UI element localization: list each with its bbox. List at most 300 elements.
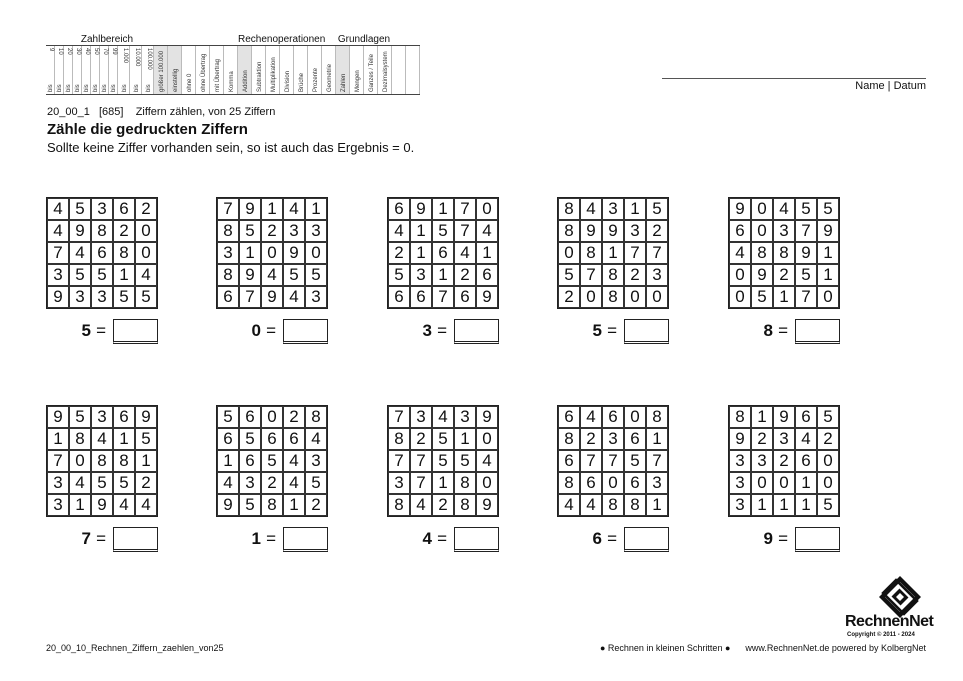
digit-cell: 6 [795, 406, 817, 428]
digit-cell: 0 [476, 472, 498, 494]
digit-cell: 1 [69, 494, 91, 516]
digit-cell: 8 [773, 242, 795, 264]
header-column [364, 46, 378, 94]
digit-cell: 9 [261, 286, 283, 308]
digit-cell: 2 [558, 286, 580, 308]
digit-grid [387, 405, 499, 517]
digit-cell: 4 [388, 220, 410, 242]
digit-cell: 7 [646, 242, 668, 264]
header-col-label: ohne Übertrag [200, 53, 207, 92]
equals-sign: = [437, 529, 447, 548]
digit-cell: 8 [91, 220, 113, 242]
digit-cell: 4 [729, 242, 751, 264]
name-date-label: Name | Datum [855, 80, 926, 92]
equals-sign: = [437, 321, 447, 340]
header-column [210, 46, 224, 94]
header-column [322, 46, 336, 94]
worksheet-number: [685] [99, 106, 124, 118]
answer-box[interactable] [795, 527, 840, 552]
digit-cell: 6 [388, 198, 410, 220]
answer-box[interactable] [624, 527, 669, 552]
digit-task [387, 197, 499, 340]
digit-cell: 5 [454, 450, 476, 472]
digit-cell: 1 [795, 494, 817, 516]
page-title: Zähle die gedruckten Ziffern [47, 121, 248, 138]
digit-cell: 3 [602, 198, 624, 220]
digit-cell: 9 [47, 406, 69, 428]
digit-cell: 3 [305, 450, 327, 472]
digit-cell: 3 [454, 406, 476, 428]
header-col-label: Prozente [312, 67, 319, 92]
digit-cell: 8 [558, 428, 580, 450]
target-digit: 4 [422, 529, 432, 548]
digit-cell: 7 [47, 242, 69, 264]
header-column [46, 46, 55, 94]
digit-cell: 4 [69, 242, 91, 264]
header-column [109, 46, 118, 94]
answer-row [387, 319, 499, 345]
answer-box[interactable] [624, 319, 669, 344]
digit-cell: 6 [113, 198, 135, 220]
header-group-title: Rechenoperationen [238, 34, 326, 45]
digit-cell: 5 [69, 264, 91, 286]
digit-cell: 1 [305, 198, 327, 220]
digit-cell: 4 [432, 406, 454, 428]
digit-cell: 0 [305, 242, 327, 264]
digit-cell: 6 [217, 428, 239, 450]
digit-cell: 9 [476, 286, 498, 308]
digit-cell: 2 [773, 450, 795, 472]
digit-cell: 6 [580, 472, 602, 494]
header-column [91, 46, 100, 94]
digit-grid [728, 197, 840, 309]
digit-task [387, 405, 499, 548]
digit-cell: 9 [410, 198, 432, 220]
digit-cell: 7 [388, 406, 410, 428]
target-digit: 8 [763, 321, 773, 340]
digit-cell: 3 [729, 494, 751, 516]
digit-cell: 9 [602, 220, 624, 242]
header-col-top: 70 [102, 48, 108, 55]
digit-cell: 2 [817, 428, 839, 450]
digit-cell: 3 [283, 220, 305, 242]
answer-box[interactable] [795, 319, 840, 344]
equals-sign: = [778, 529, 788, 548]
digit-cell: 1 [476, 242, 498, 264]
digit-cell: 8 [729, 406, 751, 428]
header-col-bot: bis [121, 84, 128, 92]
digit-cell: 3 [602, 428, 624, 450]
digit-cell: 5 [388, 264, 410, 286]
logo-text: RechnenNet [845, 613, 934, 630]
header-col-top: 30 [75, 48, 81, 55]
digit-cell: 4 [476, 450, 498, 472]
answer-row [46, 319, 158, 345]
answer-box[interactable] [283, 527, 328, 552]
digit-cell: 0 [751, 220, 773, 242]
digit-cell: 4 [773, 198, 795, 220]
digit-cell: 9 [135, 406, 157, 428]
digit-cell: 3 [773, 220, 795, 242]
digit-cell: 1 [217, 450, 239, 472]
header-column [238, 46, 252, 94]
digit-cell: 5 [69, 406, 91, 428]
header-column [130, 46, 142, 94]
digit-cell: 4 [580, 406, 602, 428]
digit-cell: 1 [261, 198, 283, 220]
digit-cell: 1 [454, 428, 476, 450]
digit-cell: 7 [410, 472, 432, 494]
digit-cell: 4 [283, 286, 305, 308]
digit-cell: 1 [432, 264, 454, 286]
digit-cell: 6 [91, 242, 113, 264]
digit-cell: 7 [239, 286, 261, 308]
digit-cell: 5 [69, 198, 91, 220]
digit-cell: 4 [283, 450, 305, 472]
digit-cell: 1 [432, 472, 454, 494]
digit-cell: 2 [135, 472, 157, 494]
digit-cell: 1 [773, 286, 795, 308]
digit-cell: 2 [751, 428, 773, 450]
digit-cell: 0 [773, 472, 795, 494]
target-digit: 3 [422, 321, 432, 340]
digit-cell: 1 [410, 220, 432, 242]
answer-row [46, 527, 158, 553]
digit-cell: 7 [624, 242, 646, 264]
digit-cell: 5 [795, 198, 817, 220]
digit-cell: 8 [91, 450, 113, 472]
digit-cell: 7 [217, 198, 239, 220]
digit-cell: 8 [113, 450, 135, 472]
answer-box[interactable] [113, 527, 158, 552]
header-col-label: größer 100.000 [158, 50, 165, 92]
digit-cell: 3 [388, 472, 410, 494]
digit-cell: 4 [47, 220, 69, 242]
digit-cell: 3 [91, 406, 113, 428]
digit-cell: 8 [454, 472, 476, 494]
digit-cell: 4 [217, 472, 239, 494]
answer-box[interactable] [454, 527, 499, 552]
header-column [73, 46, 82, 94]
digit-cell: 0 [729, 264, 751, 286]
digit-cell: 3 [624, 220, 646, 242]
target-digit: 6 [592, 529, 602, 548]
digit-cell: 5 [91, 472, 113, 494]
header-column [406, 46, 420, 94]
digit-cell: 0 [261, 242, 283, 264]
digit-cell: 2 [624, 264, 646, 286]
digit-cell: 0 [261, 406, 283, 428]
digit-cell: 9 [47, 286, 69, 308]
header-column [280, 46, 294, 94]
digit-task [46, 405, 158, 548]
digit-cell: 1 [751, 494, 773, 516]
digit-cell: 3 [47, 472, 69, 494]
digit-cell: 9 [476, 494, 498, 516]
header-col-bot: bis [75, 84, 81, 92]
target-digit: 1 [251, 529, 261, 548]
digit-task [216, 405, 328, 548]
digit-cell: 1 [432, 198, 454, 220]
digit-cell: 5 [624, 450, 646, 472]
digit-cell: 2 [261, 472, 283, 494]
instructions: Sollte keine Ziffer vorhanden sein, so ist auch das Ergebnis = 0. [47, 140, 415, 155]
digit-task [728, 197, 840, 340]
digit-cell: 1 [817, 264, 839, 286]
header-col-top: 10.000 [133, 48, 140, 67]
digit-cell: 7 [388, 450, 410, 472]
digit-cell: 7 [795, 220, 817, 242]
digit-cell: 8 [602, 264, 624, 286]
header-column [55, 46, 64, 94]
header-col-top: 100.000 [145, 48, 152, 70]
digit-cell: 8 [217, 264, 239, 286]
digit-cell: 4 [261, 264, 283, 286]
equals-sign: = [778, 321, 788, 340]
footer-credits: ● Rechnen in kleinen Schritten ● www.RechnenNet.de powered by KolbergNet [599, 643, 926, 653]
digit-cell: 2 [773, 264, 795, 286]
digit-cell: 8 [558, 472, 580, 494]
digit-cell: 5 [751, 286, 773, 308]
digit-cell: 7 [432, 286, 454, 308]
digit-cell: 6 [729, 220, 751, 242]
digit-cell: 8 [261, 494, 283, 516]
digit-cell: 9 [729, 428, 751, 450]
digit-cell: 5 [239, 428, 261, 450]
digit-cell: 5 [795, 264, 817, 286]
digit-cell: 3 [305, 220, 327, 242]
digit-grid [216, 197, 328, 309]
digit-cell: 8 [558, 198, 580, 220]
digit-cell: 0 [817, 472, 839, 494]
digit-cell: 5 [432, 450, 454, 472]
header-col-bot: bis [66, 84, 72, 92]
answer-box[interactable] [113, 319, 158, 344]
digit-cell: 1 [646, 494, 668, 516]
digit-cell: 0 [135, 220, 157, 242]
digit-cell: 6 [388, 286, 410, 308]
digit-cell: 3 [773, 428, 795, 450]
digit-cell: 9 [217, 494, 239, 516]
digit-cell: 5 [305, 264, 327, 286]
header-column [252, 46, 266, 94]
digit-cell: 2 [261, 220, 283, 242]
digit-cell: 6 [261, 428, 283, 450]
digit-cell: 6 [454, 286, 476, 308]
digit-cell: 9 [239, 264, 261, 286]
header-column [168, 46, 182, 94]
digit-cell: 6 [476, 264, 498, 286]
digit-cell: 9 [91, 494, 113, 516]
header-column [350, 46, 364, 94]
digit-cell: 2 [580, 428, 602, 450]
digit-cell: 1 [283, 494, 305, 516]
digit-cell: 4 [283, 198, 305, 220]
header-col-label: Division [284, 70, 291, 92]
digit-cell: 3 [646, 264, 668, 286]
digit-cell: 6 [558, 450, 580, 472]
header-col-label: Brüche [298, 72, 305, 92]
digit-cell: 9 [239, 198, 261, 220]
digit-cell: 4 [795, 428, 817, 450]
digit-cell: 6 [795, 450, 817, 472]
digit-cell: 7 [47, 450, 69, 472]
target-digit: 0 [251, 321, 261, 340]
digit-task [728, 405, 840, 548]
target-digit: 5 [592, 321, 602, 340]
digit-cell: 3 [69, 286, 91, 308]
digit-cell: 1 [239, 242, 261, 264]
target-digit: 9 [763, 529, 773, 548]
header-col-bot: bis [145, 84, 152, 92]
digit-cell: 8 [602, 494, 624, 516]
digit-cell: 2 [135, 198, 157, 220]
digit-grid [46, 405, 158, 517]
digit-cell: 5 [261, 450, 283, 472]
digit-cell: 8 [558, 220, 580, 242]
digit-cell: 5 [283, 264, 305, 286]
digit-cell: 1 [817, 242, 839, 264]
digit-cell: 3 [410, 406, 432, 428]
header-column [182, 46, 196, 94]
digit-cell: 3 [410, 264, 432, 286]
digit-cell: 5 [646, 198, 668, 220]
answer-row [216, 527, 328, 553]
digit-cell: 7 [410, 450, 432, 472]
digit-cell: 3 [305, 286, 327, 308]
digit-cell: 5 [135, 428, 157, 450]
digit-cell: 6 [283, 428, 305, 450]
digit-cell: 0 [602, 472, 624, 494]
header-col-label: Addition [242, 70, 249, 92]
header-columns [46, 45, 420, 95]
digit-cell: 8 [305, 406, 327, 428]
equals-sign: = [96, 321, 106, 340]
digit-cell: 4 [283, 472, 305, 494]
digit-cell: 9 [729, 198, 751, 220]
answer-box[interactable] [283, 319, 328, 344]
header-col-label: mit Übertrag [214, 58, 221, 92]
digit-cell: 0 [751, 472, 773, 494]
answer-box[interactable] [454, 319, 499, 344]
header-col-top: 99 [111, 48, 117, 55]
header-col-bot: bis [102, 84, 108, 92]
digit-cell: 4 [454, 242, 476, 264]
header-col-top: 9 [48, 48, 54, 52]
digit-cell: 2 [646, 220, 668, 242]
digit-cell: 8 [388, 494, 410, 516]
header-col-label: ohne 0 [186, 73, 193, 92]
digit-cell: 2 [410, 428, 432, 450]
equals-sign: = [96, 529, 106, 548]
header-col-bot: bis [111, 84, 117, 92]
digit-cell: 0 [476, 198, 498, 220]
digit-cell: 7 [795, 286, 817, 308]
header-col-label: Mengen [354, 70, 361, 92]
answer-row [728, 527, 840, 553]
digit-cell: 5 [432, 220, 454, 242]
header-col-top: 40 [84, 48, 90, 55]
header-column [118, 46, 130, 94]
header-column [392, 46, 406, 94]
digit-cell: 7 [580, 264, 602, 286]
digit-task [557, 405, 669, 548]
header-col-label: Ganzes / Teile [368, 54, 375, 92]
digit-cell: 6 [239, 450, 261, 472]
digit-cell: 1 [773, 494, 795, 516]
digit-cell: 4 [305, 428, 327, 450]
digit-cell: 0 [580, 286, 602, 308]
digit-cell: 1 [113, 428, 135, 450]
digit-grid [387, 197, 499, 309]
digit-cell: 1 [410, 242, 432, 264]
digit-cell: 4 [558, 494, 580, 516]
digit-task [557, 197, 669, 340]
header-col-label: einstellig [172, 68, 179, 92]
digit-cell: 2 [432, 494, 454, 516]
footer-filename: 20_00_10_Rechnen_Ziffern_zaehlen_von25 [46, 643, 224, 653]
digit-cell: 5 [91, 264, 113, 286]
digit-cell: 7 [454, 198, 476, 220]
header-col-top: 10 [57, 48, 63, 55]
digit-cell: 5 [113, 286, 135, 308]
digit-cell: 9 [751, 264, 773, 286]
header-col-bot: bis [133, 84, 140, 92]
answer-row [728, 319, 840, 345]
digit-cell: 3 [217, 242, 239, 264]
digit-cell: 4 [113, 494, 135, 516]
digit-cell: 5 [217, 406, 239, 428]
header-column [64, 46, 73, 94]
digit-cell: 6 [624, 472, 646, 494]
digit-cell: 9 [817, 220, 839, 242]
equals-sign: = [607, 529, 617, 548]
digit-cell: 8 [113, 242, 135, 264]
header-col-top: 50 [93, 48, 99, 55]
digit-cell: 7 [580, 450, 602, 472]
digit-cell: 4 [580, 198, 602, 220]
digit-cell: 4 [69, 472, 91, 494]
digit-cell: 6 [624, 428, 646, 450]
digit-cell: 8 [751, 242, 773, 264]
digit-task [46, 197, 158, 340]
name-date-line [662, 78, 926, 79]
digit-cell: 4 [476, 220, 498, 242]
digit-cell: 5 [817, 406, 839, 428]
digit-cell: 5 [305, 472, 327, 494]
header-col-label: Subtraktion [256, 61, 263, 92]
digit-cell: 1 [135, 450, 157, 472]
digit-cell: 5 [135, 286, 157, 308]
digit-grid [557, 405, 669, 517]
header-col-bot: bis [84, 84, 90, 92]
digit-cell: 0 [624, 286, 646, 308]
digit-cell: 9 [283, 242, 305, 264]
header-col-bot: bis [57, 84, 63, 92]
header-column [224, 46, 238, 94]
header-column [378, 46, 392, 94]
target-digit: 7 [81, 529, 91, 548]
digit-cell: 4 [135, 264, 157, 286]
digit-cell: 6 [239, 406, 261, 428]
header-column [100, 46, 109, 94]
digit-cell: 1 [795, 472, 817, 494]
digit-cell: 2 [305, 494, 327, 516]
digit-cell: 3 [751, 450, 773, 472]
digit-cell: 7 [646, 450, 668, 472]
header-group-title: Zahlbereich [80, 34, 134, 45]
digit-cell: 3 [646, 472, 668, 494]
